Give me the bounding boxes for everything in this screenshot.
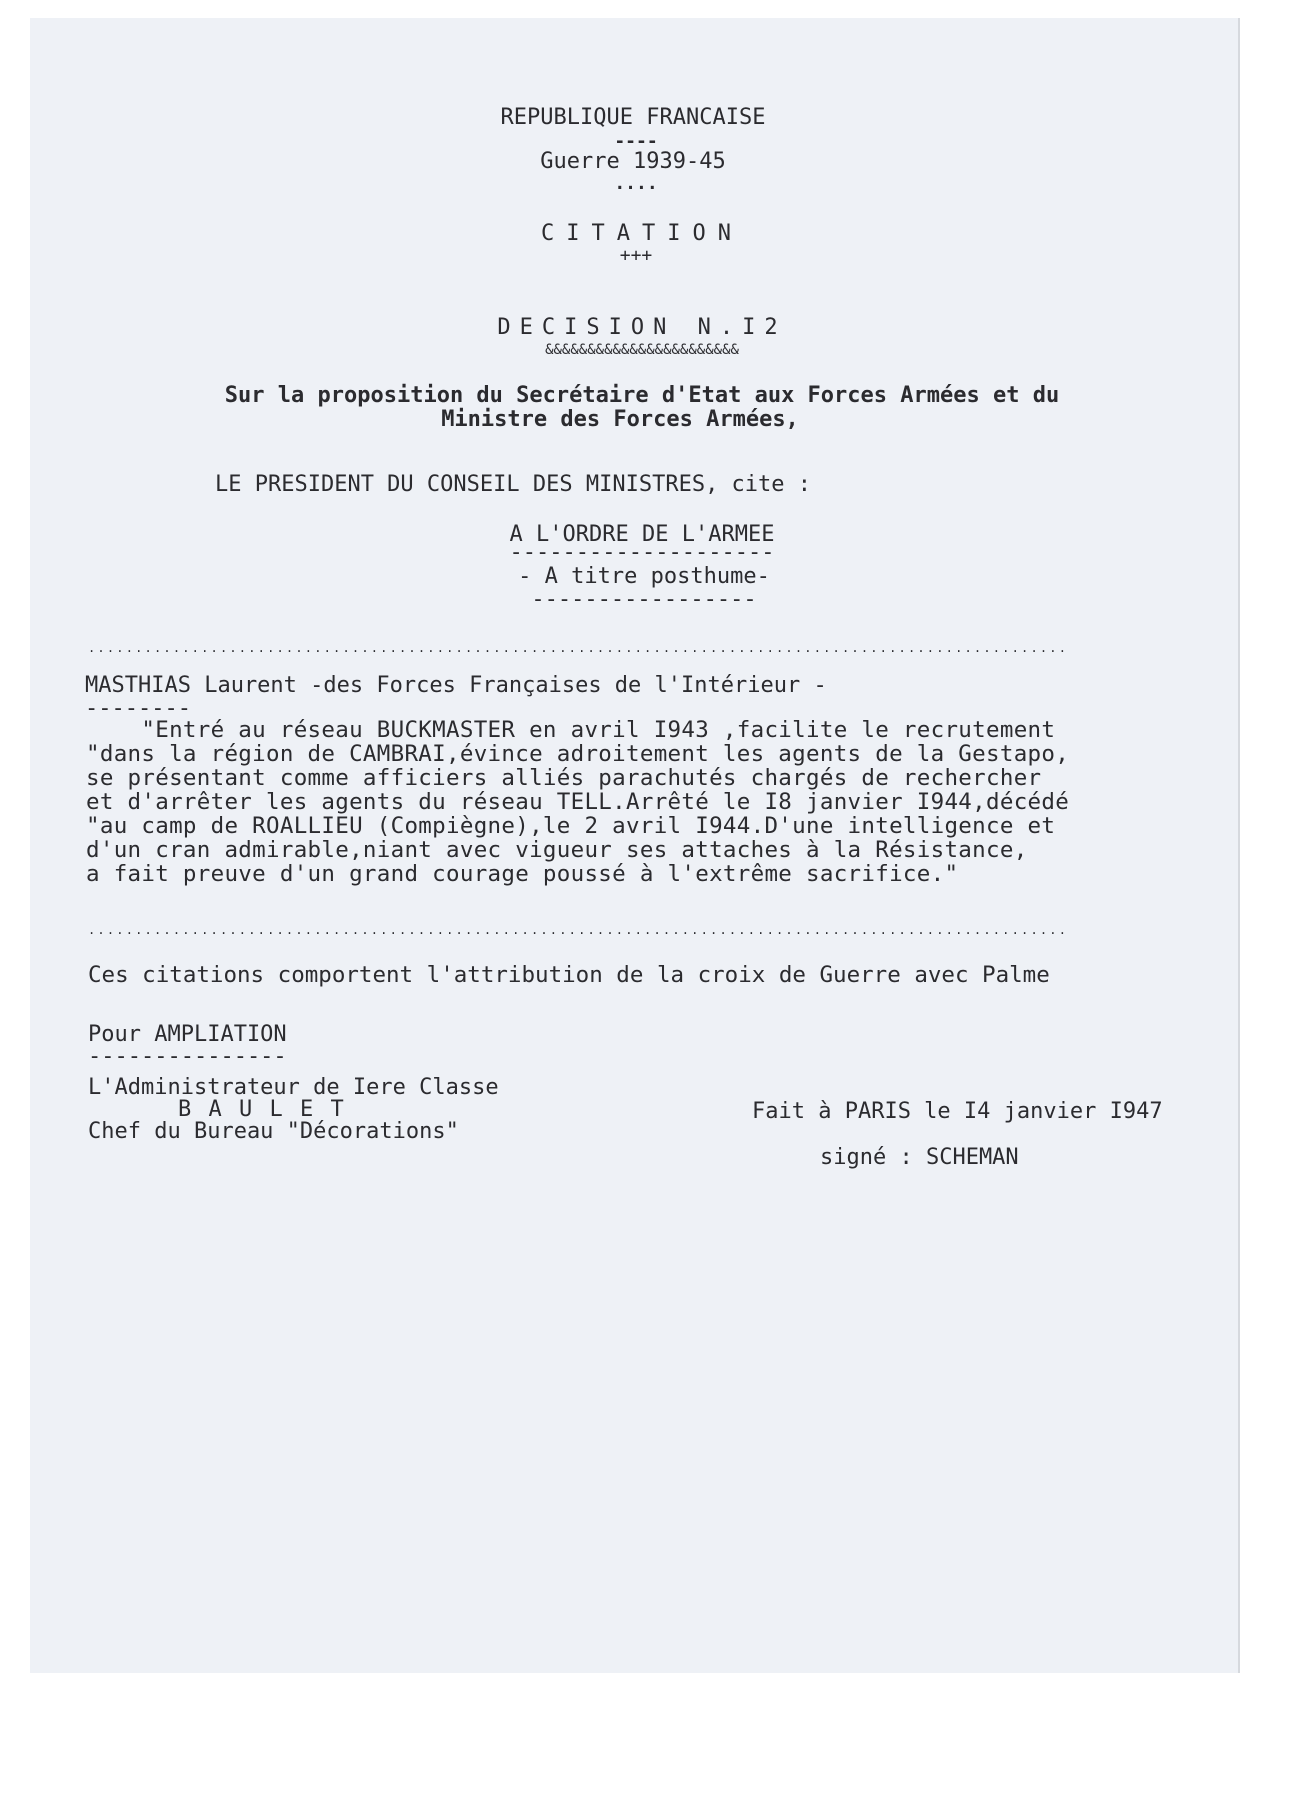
posthume-rule: -----------------	[531, 587, 757, 612]
done-at-line: Fait à PARIS le I4 janvier I947	[752, 1099, 1163, 1124]
preamble-line-1: Sur la proposition du Secrétaire d'Etat aux Forces Armées et du	[224, 383, 1060, 408]
citation-text-line: "dans la région de CAMBRAI,évince adroitement les agents de la Gestapo,	[86, 741, 1070, 767]
citation-text-line: et d'arrêter les agents du réseau TELL.Arrêté le I8 janvier I944,décédé	[86, 789, 1070, 815]
heading-dots: ....	[614, 173, 658, 194]
citation-text-line: a fait preuve d'un grand courage poussé à l'extrême sacrifice."	[86, 861, 959, 887]
citee-name-line: MASTHIAS Laurent -des Forces Françaises de l'Intérieur -	[85, 673, 827, 698]
president-line: LE PRESIDENT DU CONSEIL DES MINISTRES, cite :	[215, 472, 812, 497]
posthume-heading: - A titre posthume-	[518, 564, 770, 589]
order-heading: A L'ORDRE DE L'ARMEE	[509, 522, 775, 547]
heading-plus: +++	[619, 245, 653, 266]
administrator-title: L'Administrateur de Iere Classe	[88, 1075, 499, 1100]
citee-name-rule: --------	[85, 696, 191, 721]
preamble-line-2: Ministre des Forces Armées,	[441, 407, 799, 432]
citation-text-line: d'un cran admirable,niant avec vigueur ses attaches à la Résistance,	[86, 837, 1028, 863]
order-rule: --------------------	[509, 540, 775, 565]
republic-heading: REPUBLIQUE FRANCAISE	[500, 105, 766, 130]
separator-top: ........................................................................................................	[88, 641, 1069, 655]
heading-dash: ----	[614, 131, 658, 152]
bureau-title: Chef du Bureau "Décorations"	[88, 1119, 459, 1144]
separator-bottom: ........................................................................................................	[88, 923, 1069, 937]
war-heading: Guerre 1939-45	[540, 149, 726, 174]
citation-text-line: se présentant comme afficiers alliés parachutés chargés de rechercher	[86, 765, 1042, 791]
attribution-line: Ces citations comportent l'attribution de la croix de Guerre avec Palme	[88, 962, 1050, 988]
citation-text-line: "Entré au réseau BUCKMASTER en avril I943 ,facilite le recrutement	[86, 717, 1056, 743]
decision-heading: DECISION N.I2	[497, 315, 787, 340]
decision-rule: &&&&&&&&&&&&&&&&&&&&&&&	[545, 342, 739, 358]
ampliation-heading: Pour AMPLIATION	[88, 1022, 287, 1047]
administrator-name: B A U L E T	[178, 1097, 346, 1122]
citation-heading: CITATION	[541, 221, 743, 246]
citation-text-line: "au camp de ROALLIEU (Compiègne),le 2 avril I944.D'une intelligence et	[86, 813, 1056, 839]
signature-line: signé : SCHEMAN	[820, 1145, 1019, 1170]
document-sheet	[30, 18, 1240, 1673]
ampliation-rule: ---------------	[88, 1044, 287, 1069]
